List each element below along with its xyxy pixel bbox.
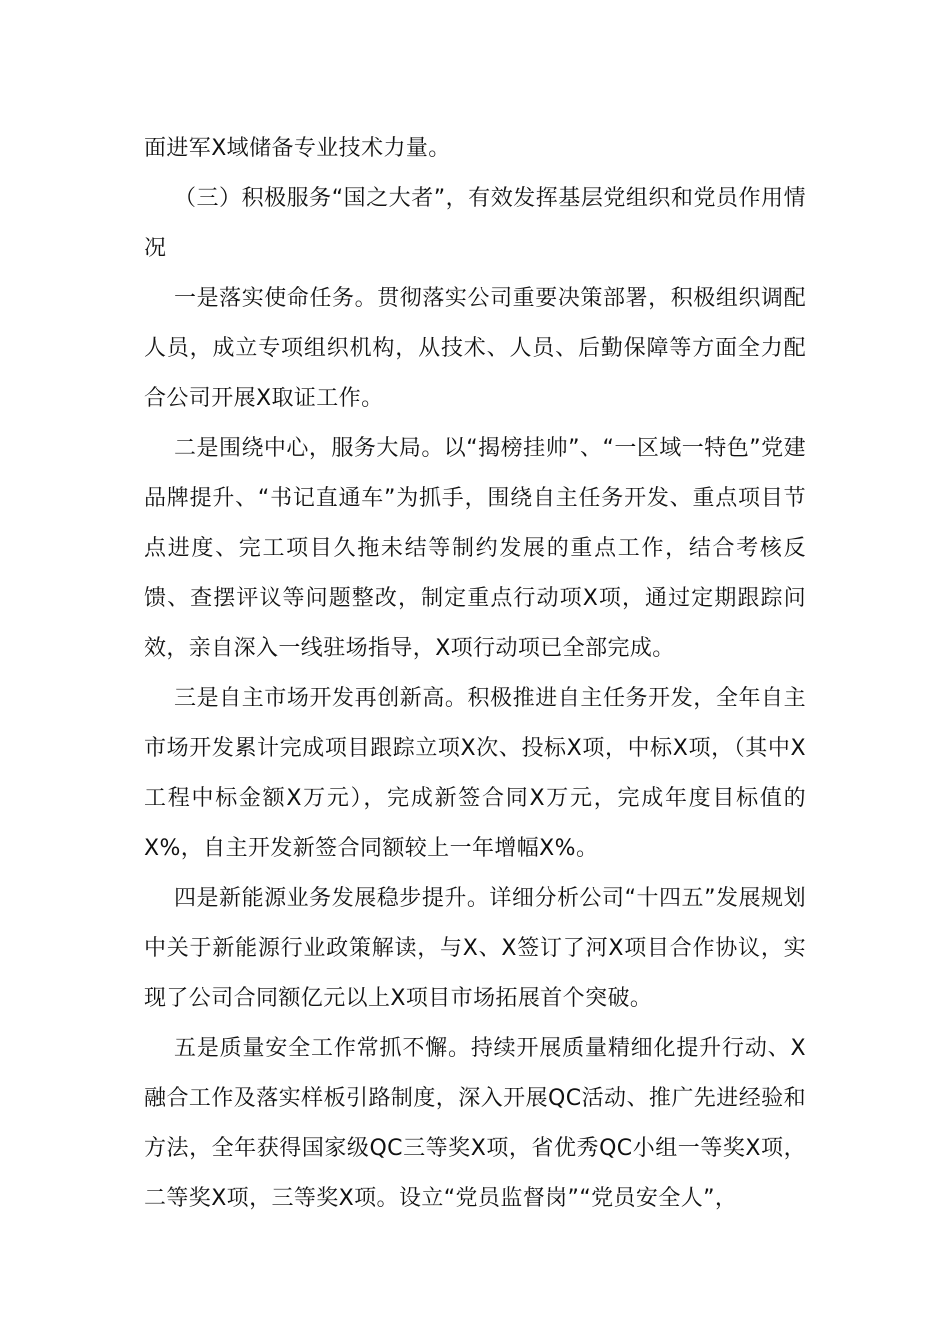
paragraph-market: 三是自主市场开发再创新高。积极推进自主任务开发，全年自主市场开发累计完成项目跟踪立项X次、投标X项，中标X项，（其中X工程中标金额X万元），完成新签合同X万元，完成年度目标值的X%，自主开发新签合同额较上一年增幅X%。 [144, 686, 806, 861]
section-heading: （三）积极服务“国之大者”，有效发挥基层党组织和党员作用情况 [144, 186, 806, 261]
paragraph-quality-safety: 五是质量安全工作常抓不懈。持续开展质量精细化提升行动、X融合工作及落实样板引路制度，深入开展QC活动、推广先进经验和方法，全年获得国家级QC三等奖X项，省优秀QC小组一等奖X项，二等奖X项，三等奖X项。设立“党员监督岗”“党员安全人”， [144, 1036, 806, 1211]
paragraph-mission: 一是落实使命任务。贯彻落实公司重要决策部署，积极组织调配人员，成立专项组织机构，从技术、人员、后勤保障等方面全力配合公司开展X取证工作。 [144, 286, 806, 411]
paragraph-center: 二是围绕中心，服务大局。以“揭榜挂帅”、“一区域一特色”党建品牌提升、“书记直通车”为抓手，围绕自主任务开发、重点项目节点进度、完工项目久拖未结等制约发展的重点工作，结合考核反馈、查摆评议等问题整改，制定重点行动项X项，通过定期跟踪问效，亲自深入一线驻场指导，X项行动项已全部完成。 [144, 436, 806, 661]
paragraph-continuation: 面进军X域储备专业技术力量。 [144, 136, 451, 161]
document-body [144, 124, 806, 1224]
paragraph-new-energy: 四是新能源业务发展稳步提升。详细分析公司“十四五”发展规划中关于新能源行业政策解读，与X、X签订了河X项目合作协议，实现了公司合同额亿元以上X项目市场拓展首个突破。 [144, 886, 806, 1011]
